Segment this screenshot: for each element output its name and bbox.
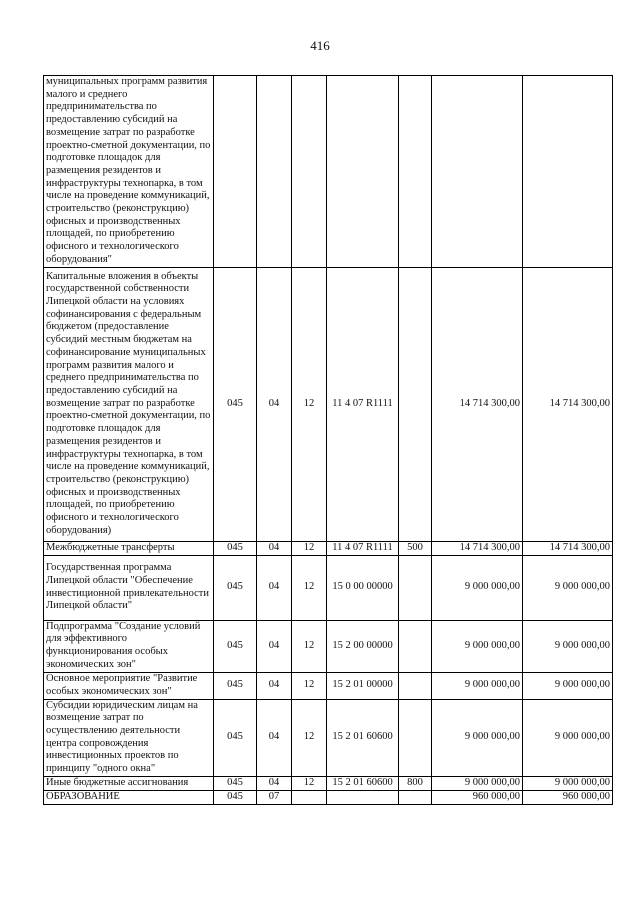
- target-article-code: 15 2 01 60600: [327, 699, 399, 776]
- subsection-code: 12: [292, 555, 327, 620]
- expense-type-code: [399, 620, 432, 672]
- table-row: [44, 699, 613, 776]
- budget-table: [43, 75, 613, 805]
- subsection-code: 12: [292, 267, 327, 541]
- ministry-code: 045: [214, 699, 257, 776]
- section-code: 07: [257, 790, 292, 804]
- target-article-code: 15 0 00 00000: [327, 555, 399, 620]
- row-name: Основное мероприятие "Развитие особых экономических зон": [44, 672, 214, 699]
- table-row: [44, 76, 613, 268]
- amount-1: 9 000 000,00: [432, 555, 523, 620]
- amount-1: 9 000 000,00: [432, 672, 523, 699]
- row-name: Иные бюджетные ассигнования: [44, 776, 214, 790]
- amount-1: 960 000,00: [432, 790, 523, 804]
- amount-1: 14 714 300,00: [432, 541, 523, 555]
- expense-type-code: [399, 699, 432, 776]
- ministry-code: 045: [214, 541, 257, 555]
- table-row: [44, 620, 613, 672]
- ministry-code: 045: [214, 555, 257, 620]
- expense-type-code: [399, 76, 432, 268]
- target-article-code: [327, 790, 399, 804]
- row-name: Межбюджетные трансферты: [44, 541, 214, 555]
- amount-2: 9 000 000,00: [523, 555, 613, 620]
- table-row: [44, 541, 613, 555]
- table-row: [44, 267, 613, 541]
- amount-2: 960 000,00: [523, 790, 613, 804]
- table-row: [44, 776, 613, 790]
- section-code: 04: [257, 620, 292, 672]
- subsection-code: 12: [292, 672, 327, 699]
- ministry-code: 045: [214, 620, 257, 672]
- subsection-code: 12: [292, 541, 327, 555]
- section-code: 04: [257, 541, 292, 555]
- amount-1: 9 000 000,00: [432, 620, 523, 672]
- target-article-code: 15 2 00 00000: [327, 620, 399, 672]
- subsection-code: [292, 76, 327, 268]
- section-code: 04: [257, 267, 292, 541]
- target-article-code: 15 2 01 00000: [327, 672, 399, 699]
- table-row: [44, 790, 613, 804]
- ministry-code: 045: [214, 790, 257, 804]
- expense-type-code: 800: [399, 776, 432, 790]
- amount-2: 14 714 300,00: [523, 267, 613, 541]
- row-name: Капитальные вложения в объекты государственной собственности Липецкой области на условиях софинансирования с федеральным бюджетом (предоставление субсидий местным бюджетам на софинансирование муниципальных программ развития малого и среднего предпринимательства по предоставлению субсидий на возмещение затрат по разработке проектно-сметной документации, по подготовке площадок для размещения резидентов и инфраструктуры технопарка, в том числе на проведение коммуникаций, строительство (реконструкцию) офисных и производственных площадей, по приобретению офисного и технологического оборудования): [44, 267, 214, 541]
- row-name: муниципальных программ развития малого и среднего предпринимательства по предоставлению субсидий на возмещение затрат по разработке проектно-сметной документации, по подготовке площадок для размещения резидентов и инфраструктуры технопарка, в том числе на проведение коммуникаций, строительство (реконструкцию) офисных и производственных площадей, по приобретению офисного и технологического оборудования": [44, 76, 214, 268]
- subsection-code: 12: [292, 699, 327, 776]
- amount-2: 9 000 000,00: [523, 699, 613, 776]
- table-row: [44, 555, 613, 620]
- target-article-code: [327, 76, 399, 268]
- amount-2: 14 714 300,00: [523, 541, 613, 555]
- amount-1: [432, 76, 523, 268]
- amount-2: 9 000 000,00: [523, 620, 613, 672]
- section-code: 04: [257, 555, 292, 620]
- amount-1: 9 000 000,00: [432, 776, 523, 790]
- table-row: [44, 672, 613, 699]
- ministry-code: 045: [214, 267, 257, 541]
- section-code: 04: [257, 699, 292, 776]
- row-name: Подпрограмма "Создание условий для эффективного функционирования особых экономических зон": [44, 620, 214, 672]
- amount-1: 9 000 000,00: [432, 699, 523, 776]
- target-article-code: 11 4 07 R1111: [327, 541, 399, 555]
- ministry-code: [214, 76, 257, 268]
- section-code: [257, 76, 292, 268]
- expense-type-code: 500: [399, 541, 432, 555]
- amount-2: 9 000 000,00: [523, 672, 613, 699]
- subsection-code: [292, 790, 327, 804]
- target-article-code: 11 4 07 R1111: [327, 267, 399, 541]
- ministry-code: 045: [214, 672, 257, 699]
- section-code: 04: [257, 776, 292, 790]
- expense-type-code: [399, 267, 432, 541]
- subsection-code: 12: [292, 620, 327, 672]
- row-name: Субсидии юридическим лицам на возмещение затрат по осуществлению деятельности центра сопровождения инвестиционных проектов по принципу "одного окна": [44, 699, 214, 776]
- amount-2: 9 000 000,00: [523, 776, 613, 790]
- amount-2: [523, 76, 613, 268]
- row-name: ОБРАЗОВАНИЕ: [44, 790, 214, 804]
- target-article-code: 15 2 01 60600: [327, 776, 399, 790]
- subsection-code: 12: [292, 776, 327, 790]
- page-number: 416: [310, 38, 330, 53]
- section-code: 04: [257, 672, 292, 699]
- expense-type-code: [399, 790, 432, 804]
- row-name: Государственная программа Липецкой области "Обеспечение инвестиционной привлекательности Липецкой области": [44, 555, 214, 620]
- ministry-code: 045: [214, 776, 257, 790]
- expense-type-code: [399, 672, 432, 699]
- amount-1: 14 714 300,00: [432, 267, 523, 541]
- expense-type-code: [399, 555, 432, 620]
